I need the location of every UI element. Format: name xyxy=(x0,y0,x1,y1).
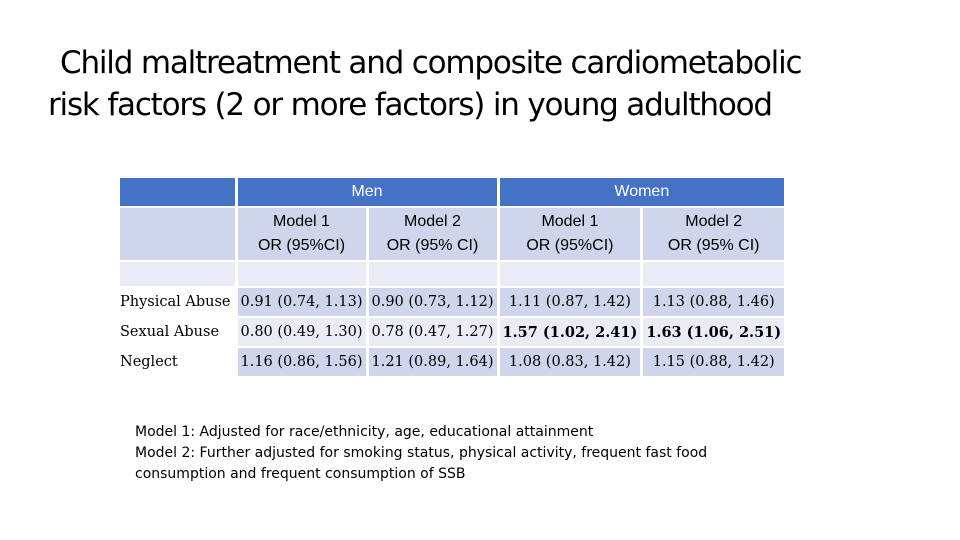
table-group-header-row xyxy=(120,178,784,206)
table-cell-significant: 1.57 (1.02, 2.41) xyxy=(500,318,641,346)
model-stat: OR (95%CI) xyxy=(257,237,346,254)
table-cell: 1.13 (0.88, 1.46) xyxy=(643,288,784,316)
table-row xyxy=(120,318,784,346)
model-name: Model 2 xyxy=(404,213,461,230)
group-header-women: Women xyxy=(500,178,785,206)
row-label: Sexual Abuse xyxy=(120,324,220,340)
footnote-model-2-cont: consumption and frequent consumption of SSB xyxy=(135,466,466,482)
model-header-cell xyxy=(643,208,784,260)
spacer-cell xyxy=(643,262,784,286)
spacer-cell xyxy=(369,262,497,286)
model-name: Model 1 xyxy=(273,213,330,230)
row-label: Physical Abuse xyxy=(120,294,231,310)
table-cell: 0.78 (0.47, 1.27) xyxy=(369,318,497,346)
model-header-blank-cell xyxy=(120,208,235,260)
model-stat: OR (95%CI) xyxy=(526,237,614,254)
spacer-cell xyxy=(500,262,641,286)
table-cell: 1.15 (0.88, 1.42) xyxy=(643,348,784,376)
table-row xyxy=(120,348,784,376)
table-cell: 0.90 (0.73, 1.12) xyxy=(369,288,497,316)
model-name: Model 2 xyxy=(685,213,743,230)
model-name: Model 1 xyxy=(541,213,599,230)
footnote-model-1: Model 1: Adjusted for race/ethnicity, age, educational attainment xyxy=(135,424,594,440)
table-cell: 0.80 (0.49, 1.30) xyxy=(238,318,366,346)
table-spacer-row xyxy=(120,262,784,286)
table-cell-significant: 1.63 (1.06, 2.51) xyxy=(643,318,784,346)
table-cell: 1.08 (0.83, 1.42) xyxy=(500,348,641,376)
title-line-1: Child maltreatment and composite cardiometabolic xyxy=(60,45,802,81)
header-blank-cell xyxy=(120,178,235,206)
model-stat: OR (95% CI) xyxy=(386,237,479,254)
table-cell: 1.21 (0.89, 1.64) xyxy=(369,348,497,376)
model-header-cell xyxy=(238,208,366,260)
spacer-cell xyxy=(120,262,235,286)
table-cell: 0.91 (0.74, 1.13) xyxy=(238,288,366,316)
model-header-cell xyxy=(369,208,497,260)
spacer-cell xyxy=(238,262,366,286)
footnote-model-2: Model 2: Further adjusted for smoking status, physical activity, frequent fast food xyxy=(135,445,708,461)
row-label: Neglect xyxy=(120,354,178,370)
group-header-men: Men xyxy=(238,178,497,206)
footnotes xyxy=(135,422,835,485)
table-model-header-row xyxy=(120,208,784,260)
model-header-cell xyxy=(500,208,641,260)
table-cell: 1.16 (0.86, 1.56) xyxy=(238,348,366,376)
results-table xyxy=(117,176,787,378)
slide-title xyxy=(0,42,960,126)
table-row xyxy=(120,288,784,316)
table-cell: 1.11 (0.87, 1.42) xyxy=(500,288,641,316)
title-line-2: risk factors (2 or more factors) in young adulthood xyxy=(48,87,772,123)
model-stat: OR (95% CI) xyxy=(667,237,760,254)
